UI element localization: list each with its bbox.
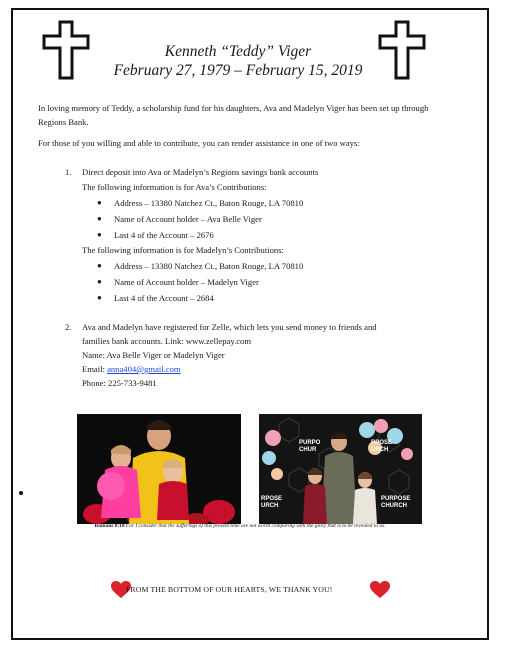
bullet-icon: ● bbox=[97, 230, 102, 239]
option2-line2: families bank accounts. Link: www.zellepay.com bbox=[82, 336, 252, 346]
memorial-name: Kenneth “Teddy” Viger bbox=[164, 43, 312, 60]
family-photo-right bbox=[259, 414, 422, 524]
ava-intro: The following information is for Ava’s Contributions: bbox=[82, 182, 267, 192]
option2-line1: Ava and Madelyn have registered for Zelle, which lets you send money to friends and bbox=[82, 322, 377, 332]
banner-text: RPOSE bbox=[261, 496, 283, 502]
verse-reference: Romans 8:18 bbox=[94, 523, 125, 529]
banner-text: RPOSE bbox=[371, 440, 393, 446]
heart-icon bbox=[370, 581, 390, 599]
bullet-icon: ● bbox=[97, 277, 102, 286]
zelle-name: Name: Ava Belle Viger or Madelyn Viger bbox=[82, 350, 225, 360]
bullet-icon: ● bbox=[97, 198, 102, 207]
option1-heading: Direct deposit into Ava or Madelyn’s Regions savings bank accounts bbox=[82, 167, 319, 177]
zelle-phone: Phone: 225-733-9481 bbox=[82, 378, 157, 388]
list-item: Name of Account holder – Ava Belle Viger bbox=[114, 214, 262, 224]
verse-text: For I consider that the sufferings of this present time are not worth comparing with the glory that is to be revealed to us. bbox=[124, 523, 386, 529]
bullet-icon: ● bbox=[97, 293, 102, 302]
madelyn-intro: The following information is for Madelyn’s Contributions: bbox=[82, 245, 284, 255]
bullet-icon: ● bbox=[97, 261, 102, 270]
ways-paragraph: For those of you willing and able to contribute, you can render assistance in one of two ways: bbox=[38, 138, 360, 148]
list-item: Address – 13380 Natchez Ct., Baton Rouge, LA 70810 bbox=[114, 198, 304, 208]
banner-text: PURPOSE bbox=[381, 496, 411, 502]
bible-verse bbox=[60, 522, 420, 530]
intro-paragraph: In loving memory of Teddy, a scholarship fund for his daughters, Ava and Madelyn Viger has been set up through Regions Bank. bbox=[38, 103, 429, 127]
banner-text: PURPO bbox=[299, 440, 321, 446]
list-item: Address – 13380 Natchez Ct., Baton Rouge, LA 70810 bbox=[114, 261, 304, 271]
email-link[interactable]: anna404@gmail.com bbox=[107, 364, 181, 374]
list-item: Last 4 of the Account – 2676 bbox=[114, 230, 214, 240]
bullet-icon: ● bbox=[97, 214, 102, 223]
zelle-email: Email: anna404@gmail.com bbox=[82, 364, 181, 374]
memorial-dates: February 27, 1979 – February 15, 2019 bbox=[113, 62, 363, 79]
bullet-mark bbox=[19, 491, 23, 495]
list-item: Last 4 of the Account – 2684 bbox=[114, 293, 214, 303]
closing-message: FROM THE BOTTOM OF OUR HEARTS, WE THANK YOU! bbox=[126, 585, 333, 594]
banner-text: URCH bbox=[371, 447, 389, 453]
list-number: 1. bbox=[65, 167, 72, 177]
list-item: Name of Account holder – Madelyn Viger bbox=[114, 277, 259, 287]
banner-text: CHURCH bbox=[381, 503, 407, 509]
list-number: 2. bbox=[65, 322, 72, 332]
family-photo-left bbox=[77, 414, 241, 524]
banner-text: URCH bbox=[261, 503, 279, 509]
banner-text: CHUR bbox=[299, 447, 317, 453]
